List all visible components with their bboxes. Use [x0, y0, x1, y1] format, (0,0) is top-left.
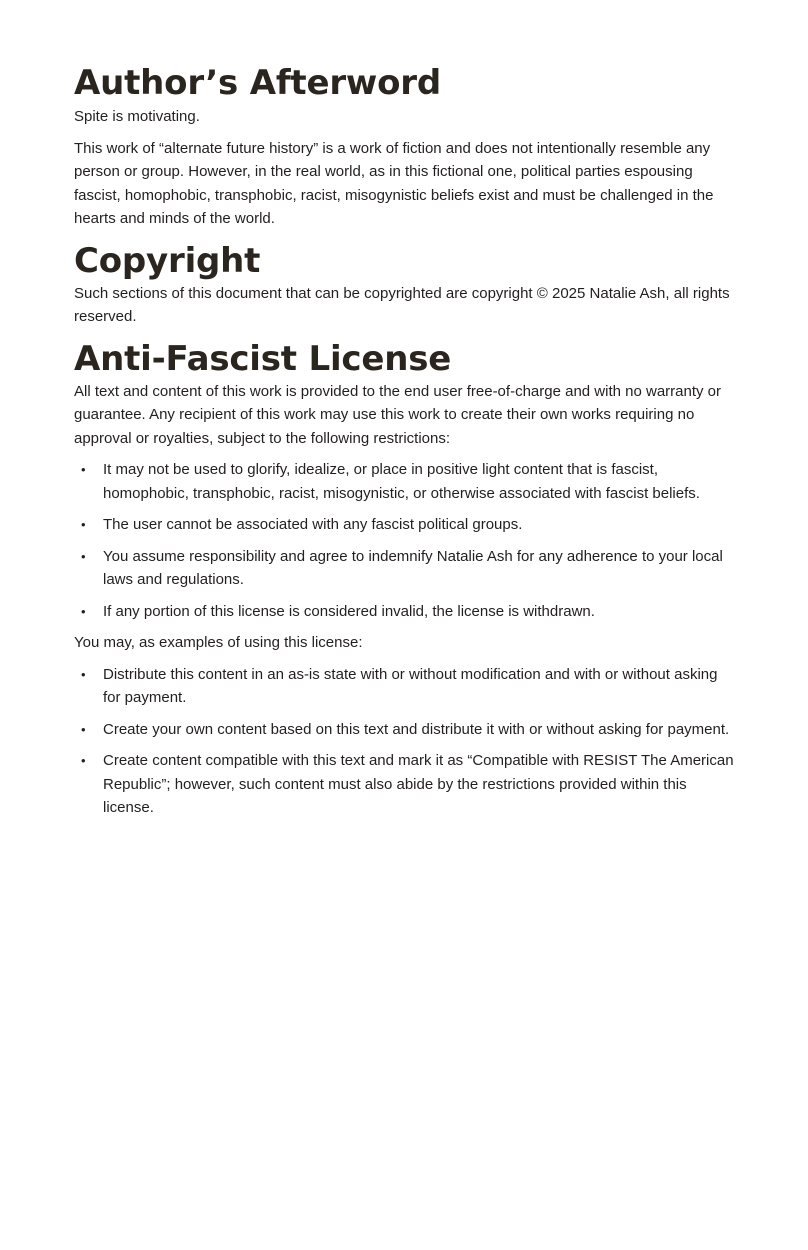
list-item-text: The user cannot be associated with any fascist political groups.	[103, 516, 523, 533]
list-item	[74, 663, 734, 710]
document-page	[74, 62, 734, 828]
heading-anti-fascist-license: Anti-Fascist License	[74, 338, 452, 379]
bullet-icon: •	[81, 548, 86, 564]
section-authors-afterword	[74, 62, 734, 231]
bullet-icon: •	[81, 603, 86, 619]
list-item-text: Create content compatible with this text and mark it as “Compatible with RESIST The American Republic”; however, such content must also abide by the restrictions provided within this license.	[103, 752, 734, 816]
examples-list	[74, 663, 734, 820]
list-item	[74, 600, 734, 624]
list-item	[74, 513, 734, 537]
list-item	[74, 718, 734, 742]
section-copyright	[74, 240, 734, 329]
restrictions-list	[74, 458, 734, 623]
heading-copyright: Copyright	[74, 240, 261, 281]
list-item	[74, 458, 734, 505]
list-item	[74, 545, 734, 592]
examples-intro-paragraph: You may, as examples of using this license:	[74, 634, 363, 651]
heading-authors-afterword: Author’s Afterword	[74, 63, 441, 103]
list-item-text: It may not be used to glorify, idealize, or place in positive light content that is fascist, homophobic, transphobic, racist, misogynistic, or otherwise associated with fascist beliefs.	[103, 461, 700, 502]
copyright-paragraph: Such sections of this document that can be copyrighted are copyright © 2025 Natalie Ash, all rights reserved.	[74, 284, 730, 325]
license-intro-paragraph: All text and content of this work is provided to the end user free-of-charge and with no warranty or guarantee. Any recipient of this work may use this work to create their own works requiring no approval or royalties, subject to the following restrictions:	[74, 382, 722, 447]
section-anti-fascist-license	[74, 338, 734, 820]
bullet-icon: •	[81, 666, 86, 682]
list-item-text: If any portion of this license is considered invalid, the license is withdrawn.	[103, 602, 595, 620]
list-item-text: You assume responsibility and agree to indemnify Natalie Ash for any adherence to your local laws and regulations.	[103, 547, 723, 588]
afterword-paragraph: This work of “alternate future history” is a work of fiction and does not intentionally resemble any person or group. However, in the real world, as in this fictional one, political parties espousing fascist, homophobic, transphobic, racist, misogynistic beliefs exist and must be challenged in the hearts and minds of the world.	[74, 139, 714, 227]
list-item	[74, 749, 734, 820]
afterword-paragraph: Spite is motivating.	[74, 108, 200, 125]
bullet-icon: •	[81, 721, 86, 737]
list-item-text: Create your own content based on this text and distribute it with or without asking for payment.	[103, 720, 730, 738]
bullet-icon: •	[81, 517, 86, 532]
bullet-icon: •	[81, 462, 86, 477]
bullet-icon: •	[81, 753, 86, 768]
list-item-text: Distribute this content in an as-is state with or without modification and with or without asking for payment.	[103, 665, 718, 706]
